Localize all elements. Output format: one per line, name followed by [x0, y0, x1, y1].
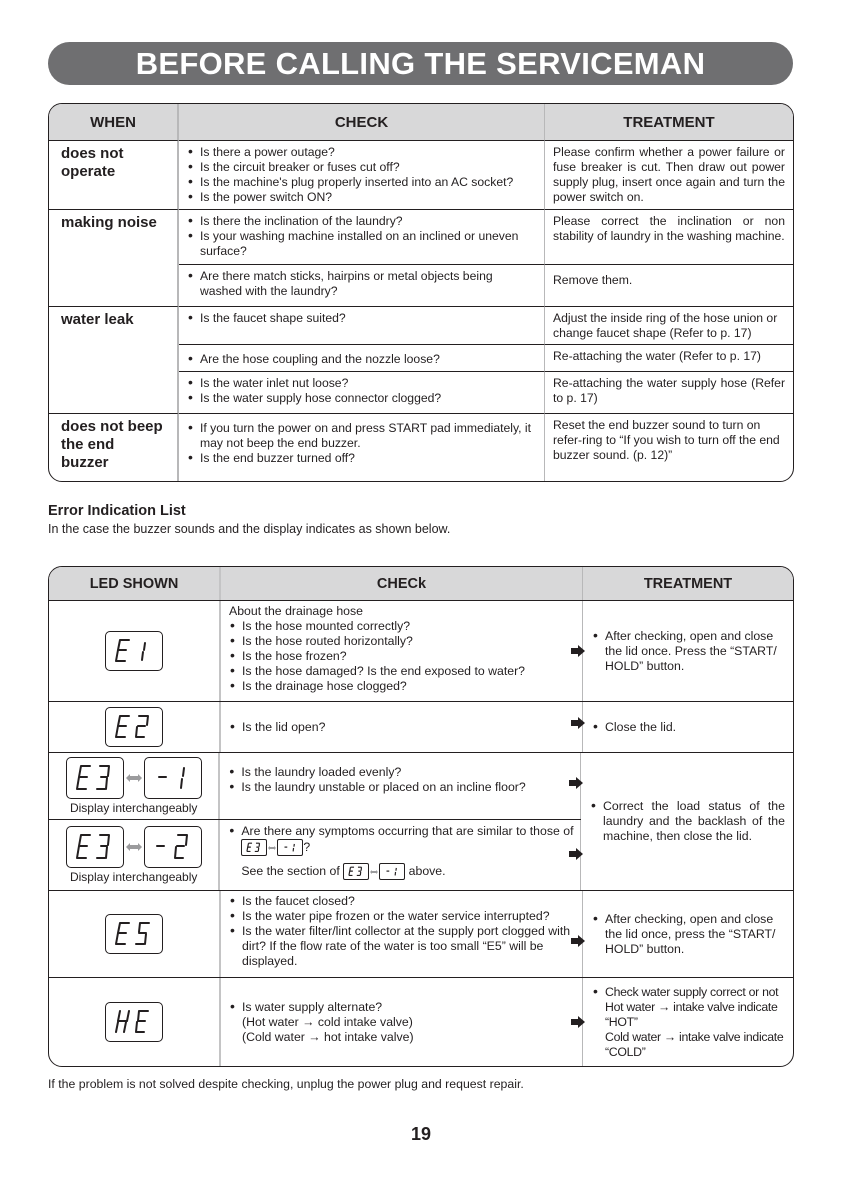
table-row [49, 210, 793, 265]
check-cell [221, 601, 583, 701]
led-display-minus2 [144, 826, 202, 868]
display-caption: Display interchangeably [69, 870, 198, 884]
header-treatment: TREATMENT [545, 104, 793, 141]
led-code-e3 [73, 763, 117, 793]
table-header-row [49, 567, 793, 601]
led-code-minus1 [151, 763, 195, 793]
treatment-cell [583, 601, 793, 701]
table-header-row [49, 104, 793, 141]
check-item: • Is the power switch ON? [187, 190, 536, 205]
treatment-item: • Close the lid. [592, 720, 676, 735]
see-section-note: See the section of above. [228, 863, 580, 880]
led-code-minus2 [151, 832, 195, 862]
error-indication-table [48, 566, 794, 1067]
treatment-cell [583, 978, 793, 1066]
check-item: • Are the hose coupling and the nozzle loose? [187, 352, 536, 367]
troubleshooting-table [48, 103, 794, 482]
arrow-right-icon [569, 848, 583, 860]
check-item: • Is the water filter/lint collector at the supply port clogged with dirt? If the flow rate of the water is too small “E5” will be displayed. [229, 924, 582, 969]
led-code-e2 [112, 713, 156, 741]
check-item: • Is the faucet closed? [229, 894, 582, 909]
treatment-item: • Check water supply correct or not Hot water → intake valve indicate “HOT” Cold water → intake valve indicate “COLD” [592, 985, 785, 1060]
table-row [49, 414, 793, 481]
led-display-he [105, 1002, 163, 1042]
check-item: • Is the laundry unstable or placed on an incline floor? [228, 780, 580, 795]
check-item: • Is the end buzzer turned off? [187, 451, 536, 466]
check-item: • Is the hose routed horizontally? [229, 634, 582, 649]
check-item: • Is the drainage hose clogged? [229, 679, 582, 694]
check-cell [221, 978, 583, 1066]
inline-code-e3-minus1 [241, 839, 303, 856]
led-display-e5 [105, 914, 163, 954]
check-item: • Is the water inlet nut loose? [187, 376, 536, 391]
error-row-e3-1 [49, 753, 581, 820]
symptom-label: making noise [49, 210, 179, 307]
header-treatment: TREATMENT [643, 575, 733, 592]
led-code-he [112, 1008, 156, 1036]
treatment-cell [583, 891, 793, 977]
header-check: CHECK [179, 104, 545, 141]
treatment-cell: Re-attaching the water supply hose (Refer to p. 17) [545, 372, 793, 414]
check-item: • Is the hose mounted correctly? [229, 619, 582, 634]
check-item: • Is water supply alternate? (Hot water → cold intake valve) (Cold water → hot intake valve) [229, 1000, 582, 1045]
led-display-e2 [105, 707, 163, 747]
check-item: • Is the hose damaged? Is the end exposed to water? [229, 664, 582, 679]
symptom-label: water leak [49, 307, 179, 414]
check-cell [220, 753, 581, 819]
check-cell [179, 210, 545, 265]
check-item: • Is your washing machine installed on an inclined or uneven surface? [187, 229, 536, 259]
table-row [49, 141, 793, 210]
arrow-right-icon [571, 645, 585, 657]
check-cell [179, 372, 545, 414]
led-code-e3 [73, 832, 117, 862]
check-item: • If you turn the power on and press START pad immediately, it may not beep the end buzzer. [187, 421, 536, 451]
symptom-label: does not beep the end buzzer [49, 414, 179, 481]
treatment-cell [581, 753, 793, 890]
page-number: 19 [410, 1124, 432, 1144]
check-item: • Is the water pipe frozen or the water service interrupted? [229, 909, 582, 924]
arrow-right-icon [571, 935, 585, 947]
check-item: • Is the water supply hose connector clogged? [187, 391, 536, 406]
check-item: • Is the lid open? [229, 720, 325, 735]
interchange-arrow-icon [126, 774, 142, 782]
display-caption: Display interchangeably [69, 801, 198, 815]
section-subtitle: In the case the buzzer sounds and the display indicates as shown below. [48, 522, 451, 536]
check-item: • Is the circuit breaker or fuses cut off? [187, 160, 536, 175]
treatment-cell: Remove them. [545, 265, 793, 307]
arrow-right-icon [569, 777, 583, 789]
page-title-banner [48, 42, 793, 85]
treatment-item: • Correct the load status of the laundry and the backlash of the machine, then close the lid. [590, 799, 785, 844]
error-row-e5 [49, 891, 793, 978]
led-display-e3 [66, 757, 124, 799]
check-cell [179, 345, 545, 372]
header-when: WHEN [49, 104, 179, 141]
treatment-item: • After checking, open and close the lid once. Press the “START/ HOLD” button. [592, 629, 785, 674]
led-code-e1 [112, 637, 156, 665]
error-group-e3 [49, 753, 793, 891]
symptom-label: does not operate [49, 141, 179, 210]
treatment-cell: Reset the end buzzer sound to turn on refer-ring to “If you wish to turn off the end buzzer sound. (p. 12)” [553, 418, 780, 462]
inline-code-e3-minus1 [343, 863, 405, 880]
check-cell [179, 265, 545, 307]
error-row-e1 [49, 601, 793, 702]
check-item: • Is there a power outage? [187, 145, 536, 160]
check-cell [220, 820, 581, 890]
led-display-e3 [66, 826, 124, 868]
check-item: • Are there any symptoms occurring that are similar to those of ? [228, 824, 580, 856]
treatment-cell: Re-attaching the water (Refer to p. 17) [545, 345, 793, 372]
check-item: • Are there match sticks, hairpins or metal objects being washed with the laundry? [187, 269, 536, 299]
check-cell [179, 307, 545, 345]
check-cell [179, 414, 545, 481]
error-row-e2 [49, 702, 793, 753]
check-item: • Is the hose frozen? [229, 649, 582, 664]
error-row-he [49, 978, 793, 1066]
check-item: • Is there the inclination of the laundry? [187, 214, 536, 229]
treatment-cell: Adjust the inside ring of the hose union or change faucet shape (Refer to p. 17) [545, 307, 793, 345]
check-cell [179, 141, 545, 210]
led-code-e5 [112, 920, 156, 948]
section-title: Error Indication List [48, 503, 186, 519]
check-item: • Is the machine's plug properly inserted into an AC socket? [187, 175, 536, 190]
treatment-item: • After checking, open and close the lid once, press the “START/ HOLD” button. [592, 912, 785, 957]
check-cell [221, 891, 583, 977]
check-cell [221, 702, 583, 752]
led-display-minus1 [144, 757, 202, 799]
treatment-cell: Please confirm whether a power failure or fuse breaker is cut. Then draw out power supply plug, insert once again and turn the power switch on. [545, 141, 793, 210]
treatment-cell [583, 702, 793, 752]
error-row-e3-2 [49, 820, 581, 890]
led-display-e1 [105, 631, 163, 671]
table-row [49, 307, 793, 345]
page-title: BEFORE CALLING THE SERVICEMAN [135, 45, 706, 81]
check-intro: About the drainage hose [229, 604, 364, 618]
header-led-shown: LED SHOWN [49, 567, 221, 600]
treatment-cell: Please correct the inclination or non stability of laundry in the washing machine. [545, 210, 793, 265]
arrow-right-icon [571, 1016, 585, 1028]
header-check: CHECk [221, 567, 583, 600]
interchange-arrow-icon [126, 843, 142, 851]
check-item: • Is the laundry loaded evenly? [228, 765, 580, 780]
arrow-right-icon [571, 717, 585, 729]
check-item: • Is the faucet shape suited? [187, 311, 536, 326]
footer-note: If the problem is not solved despite checking, unplug the power plug and request repair. [48, 1077, 524, 1091]
